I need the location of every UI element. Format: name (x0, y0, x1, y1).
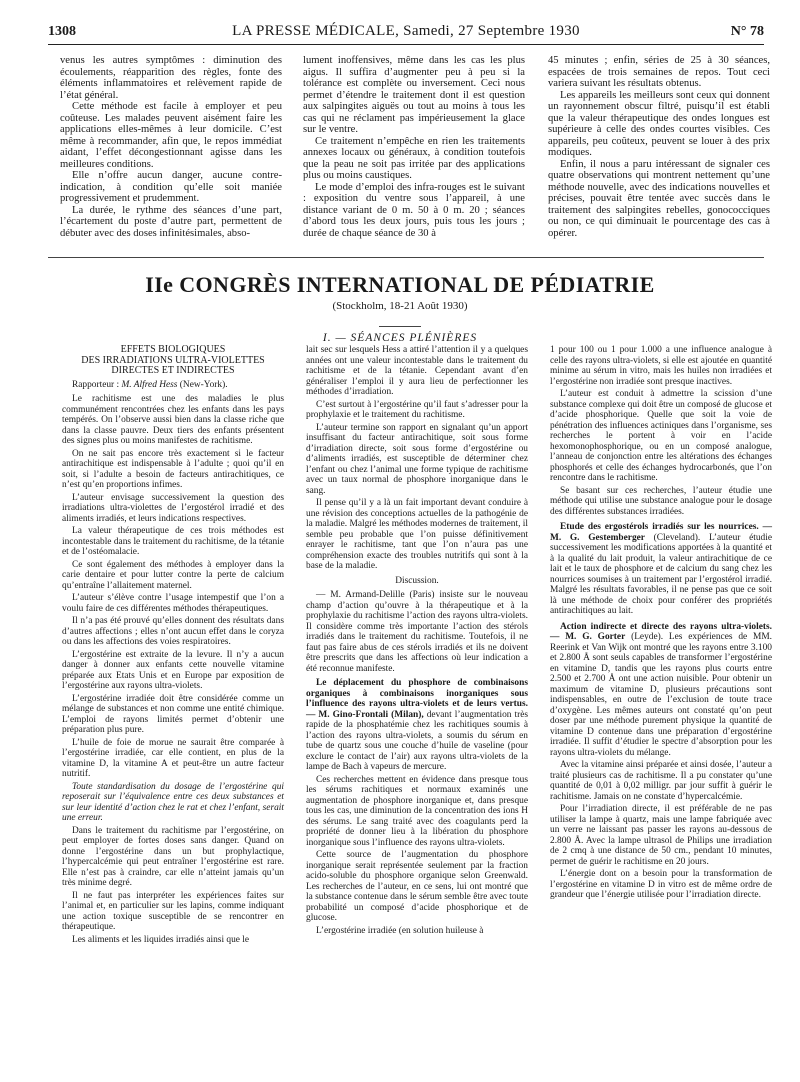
paragraph: C’est surtout à l’ergostérine qu’il faut s’adresser pour la prophylaxie et le traitement du rachitisme. (306, 399, 528, 420)
paragraph (550, 522, 772, 617)
paragraph-text: devant l’augmentation très rapide de la phosphatémie chez les rachitiques soumis à l’action des rayons ultra-violets, a soumis du sérum en tube de quartz sous une couche d’huile de vaseline (pour exclure le contact de l’air) aux rayons ultra-violets de la lampe de Bach à vapeurs de mercure. (306, 709, 529, 772)
paragraph: Les aliments et les liquides irradiés ainsi que le (72, 934, 250, 945)
top-column-1 (60, 55, 282, 239)
paragraph: L’énergie dont on a besoin pour la transformation de l’ergostérine en vitamine D in vitro est de même ordre de grandeur que l’énergie utilisée pour l’irradiation directe. (550, 869, 772, 900)
page-number: 1308 (48, 24, 76, 39)
paragraph: Il ne faut pas interpréter les expériences faites sur l’animal et, en particulier sur les lapins, comme indiquant une action toxique susceptible de se rencontrer en thérapeutique. (62, 890, 284, 932)
paragraph: L’auteur s’élève contre l’usage intempestif que l’on a voulu faire de ces différentes méthodes thérapeutiques. (62, 593, 284, 614)
paragraph: Elle n’offre aucun danger, aucune contre-indication, à condition qu’elle soit maniée progressivement et prudemment. (60, 170, 282, 204)
issue-number: N° 78 (730, 24, 764, 39)
paragraph (550, 622, 772, 759)
paragraph: Ce traitement n’empêche en rien les traitements annexes locaux ou généraux, à condition toutefois que la peau ne soit pas irritée par des applications plus ou moins caustiques. (303, 135, 525, 181)
paragraph: On ne sait pas encore très exactement si le facteur antirachitique est indispensable à l’adulte ; quoi qu’il en soit, si l’adulte a besoin de facteurs antirachitiques, ce n’est qu’en proportions infimes. (62, 448, 284, 490)
journal-title: LA PRESSE MÉDICALE, Samedi, 27 Septembre 1930 (232, 23, 580, 39)
paragraph: venus les autres symptômes : diminution des écoulements, réapparition des règles, fonte des éléments inflammatoires et relèvement rapide de l’état général. (60, 55, 282, 101)
page-header (48, 22, 764, 45)
subsection-heading: Action indirecte et directe des rayons ultra-violets. — M. G. Gorter (550, 621, 772, 642)
paragraph: Les appareils les meilleurs sont ceux qui donnent un rayonnement obscur filtré, puisqu’il est établi que la valeur thérapeutique des ondes longues est supérieure à celle des ondes courtes visibles. Ces appareils, peu coûteux, peuvent se louer à des prix modiques. (548, 89, 770, 158)
paragraph: lument inoffensives, même dans les cas les plus aigus. Il suffira d’augmenter peu à peu si la tolérance est complète ou inversement. Ceci nous permet d’étendre le traitement dont il est question aux salpingites aiguës ou tout au moins à tous les cas qui ne réclament pas impérieusement la glace sur le ventre. (303, 55, 525, 135)
body-column-2 (306, 345, 528, 938)
paragraph: — M. Armand-Delille (Paris) insiste sur le nouveau champ d’action qu’ouvre à la thérapeutique et à la prophylaxie du rachitisme l’action des rayons ultra-violets. Il considère comme très importante l’action des stérols irradiés dans le traitement du rachitisme. Toutefois, il ne faut pas faire abus de ces stérols irradiés et ils ne doivent être prescrits que dans les affections où leur indication a été reconnue manifeste. (306, 590, 528, 674)
report-heading-3: DIRECTES ET INDIRECTES (111, 365, 235, 376)
rapporteur-place: (New-York). (179, 379, 228, 390)
paragraph: Dans le traitement du rachitisme par l’ergostérine, on peut employer de fortes doses sans danger. Quand on donne l’ergostérine dans un but prophylactique, l’hypercalcémie qui peut entraîner l’ergostérine est rare. Elle n’est pas à craindre, car elle n’atteint jamais qu’un très minime degré. (62, 825, 284, 888)
body-column-3 (550, 345, 772, 903)
paragraph: Enfin, il nous a paru intéressant de signaler ces quatre observations qui montrent nettement qu’une méthode nouvelle, avec des indications nouvelles et précises, pouvait être tentée avec succès dans le traitement des salpingites rebelles, gonococciques ou non, ce qui diminuait le pourcentage des cas à opérer. (548, 158, 770, 239)
paragraph: Cette méthode est facile à employer et peu coûteuse. Les malades peuvent aisément faire les applications elles-mêmes à leur domicile. C’est même à recommander, afin que, le repos immédiat aidant, l’effet décongestionnant agisse dans les meilleures conditions. (60, 101, 282, 170)
subsection-heading: Etude des ergostérols irradiés sur les nourrices. — M. G. Gestemberger (550, 522, 772, 543)
paragraph: Ce sont également des méthodes à employer dans la carie dentaire et pour lutter contre la perte de calcium qu’entraîne l’allaitement maternel. (62, 559, 284, 591)
paragraph: Pour l’irradiation directe, il est préférable de ne pas utiliser la lampe à quartz, mais une lampe fabriquée avec un verre ne laissant pas passer les rayons au-dessous de 2.800 Å. Avec la lampe ultrasol de Philips une irradiation de 2 cmq à une distance de 50 cm., pendant 10 minutes, permet de guérir le rachitisme en 20 jours. (550, 804, 772, 867)
rapporteur-name: M. Alfred Hess (121, 379, 178, 390)
paragraph: Le rachitisme est une des maladies le plus communément rencontrées chez les enfants dans les pays tempérés. On l’observe aussi bien dans la classe riche que dans la classe pauvre. Deux tiers des enfants présentent des signes plus ou moins manifestes de rachitisme. (62, 394, 284, 446)
paragraph: 45 minutes ; enfin, séries de 25 à 30 séances, espacées de trois semaines de repos. Tout ceci variera suivant les résultats obtenus. (548, 55, 770, 89)
paragraph: Le mode d’emploi des infra-rouges est le suivant : exposition du ventre sous l’appareil, à une distance variant de 0 m. 50 à 0 m. 20 ; séances d’abord tous les deux jours, puis tous les jours ; durée de chaque séance de 30 à (303, 181, 525, 239)
paragraph: L’ergostérine est extraite de la levure. Il n’y a aucun danger à donner aux enfants cette nouvelle vitamine préparée aux Etats Unis et en Europe par exposition de l’ergostérine aux rayons ultra-violets. (62, 649, 284, 691)
paragraph-text: (Leyde). Les expériences de MM. Reerink et Van Wijk ont montré que les rayons entre 3.100 et 2.800 Å sont seuls capables de transformer l’ergostérine en vitamine D, tandis que les rayons plus courts entre 2.500 et 2.700 Å ont une action nuisible. Pour obtenir un maximum de vitamine D, plusieurs précautions sont indispensables, en outre de l’exclusion de toute trace d’oxygène. Les mêmes auteurs ont constaté qu’on peut doser par une méthode purement physique la quantité de vitamine D contenue dans une préparation d’ergostérine irradiée. Il suffit d’étudier le spectre d’absorption pour les rayons ultra-violets du mélange. (550, 632, 773, 758)
paragraph: L’huile de foie de morue ne saurait être comparée à l’ergostérine irradiée, car elle contient, en plus de la vitamine D, la vitamine A et peut-être un autre facteur nutritif. (62, 737, 284, 779)
report-heading-2: DES IRRADIATIONS ULTRA-VIOLETTES (81, 354, 265, 366)
congress-body (62, 345, 777, 1080)
paragraph: Il n’a pas été prouvé qu’elles donnent des résultats dans d’autres affections ; elles n’ont aucun effet dans le coryza ou dans les affections des voies respiratoires. (62, 616, 284, 647)
section-divider (48, 257, 764, 258)
paragraph: L’auteur termine son rapport en signalant qu’un apport insuffisant du facteur antirachitique, soit sous forme d’irradiation directe, soit sous forme d’ergostérine ou d’aliments irradiés, est susceptible de déterminer chez l’enfant ou chez l’animal une forme typique de rachitisme avec un taux normal de phosphore inorganique dans le sang. (306, 422, 528, 496)
subsection-heading: Le déplacement du phosphore de combinaisons organiques à combinaisons inorganiques sous l’influence des rayons ultra-violets et de leurs vertus. — M. Gino-Frontali (Milan), (306, 678, 528, 720)
paragraph: La valeur thérapeutique de ces trois méthodes est incontestable dans le traitement du rachitisme, de la tétanie et de l’ostéomalacie. (62, 526, 284, 557)
paragraph: L’auteur envisage successivement la question des irradiations ultra-violettes de l’ergostérol irradié et des aliments irradiés, et leurs indications respectives. (62, 492, 284, 524)
rapporteur-line (62, 380, 284, 391)
rapporteur-label: Rapporteur : (72, 379, 120, 390)
paragraph: L’ergostérine irradiée doit être considérée comme un mélange de substances et non comme une entité chimique. L’emploi de rayons limités permet d’obtenir une préparation plus pure. (62, 693, 284, 735)
paragraph: L’auteur est conduit à admettre la scission d’une substance complexe qui doit être un composé de glucose et d’acide phosphorique. Quelle que soit la voie de pénétration des influences actiniques dans l’organisme, ses recherches le portent à voir en l’acide hexomonophosphorique, ou en un composé analogue, l’anneau de conjonction entre les altérations des échanges phosphorés et celle des échanges hydrocarbonés, que l’on rencontre dans le rachitisme. (550, 389, 772, 483)
body-column-1 (62, 345, 284, 947)
paragraph: 1 pour 100 ou 1 pour 1.000 a une influence analogue à celle des rayons ultra-violets, si elle est ajoutée en quantité minime au sérum in vitro, mais les huiles non irradiées et l’ergostérine non irradiée sont presque inactives. (550, 345, 772, 387)
report-heading-1: EFFETS BIOLOGIQUES (120, 344, 226, 355)
congress-title: IIe CONGRÈS INTERNATIONAL DE PÉDIATRIE (145, 272, 655, 297)
subtitle-divider (379, 326, 421, 327)
congress-subtitle: (Stockholm, 18-21 Août 1930) (332, 300, 468, 312)
paragraph: L’ergostérine irradiée (en solution huileuse à (316, 925, 484, 936)
top-column-3 (548, 55, 770, 239)
paragraph: Cette source de l’augmentation du phosphore inorganique serait représentée seulement par la fraction acido-soluble du phosphore organique selon Greenwald. Les recherches de l’auteur, en ce sens, lui ont montré que la substance contenue dans le sérum semble être avec toute probabilité un composé d’acide phosphorique et de glucose. (306, 850, 528, 923)
paragraph: Avec la vitamine ainsi préparée et ainsi dosée, l’auteur a traité plusieurs cas de rachitisme. Il a pu constater qu’une quantité de 0,01 à 0,02 milligr. par jour suffit à guérir le rachitisme. Jamais on ne constate d’hypercalcémie. (550, 760, 772, 802)
paragraph: lait sec sur lesquels Hess a attiré l’attention il y a quelques années ont une valeur incontestable dans le traitement du rachitisme et de la tétanie. Cependant avant d’en généraliser l’emploi il y aura lieu de perfectionner les méthodes d’irradiation. (306, 345, 528, 397)
top-article-continuation (60, 55, 770, 247)
top-column-2 (303, 55, 525, 239)
paragraph: Se basant sur ces recherches, l’auteur étudie une méthode qui utilise une substance analogue pour le dosage des différentes substances irradiées. (550, 485, 772, 517)
paragraph: La durée, le rythme des séances d’une part, l’écartement du poste d’autre part, permettent de débuter avec des doses infinitésimales, abso- (60, 204, 282, 239)
paragraph: Toute standardisation du dosage de l’ergostérine qui reposerait sur l’équivalence entre ces deux substances et sur leur identité d’action chez le rat et chez l’enfant, serait une erreur. (62, 781, 284, 823)
paragraph: Il pense qu’il y a là un fait important devant conduire à une révision des conceptions actuelles de la pathogénie de la maladie. Malgré les méthodes modernes de traitement, il semble peu probable que l’on puisse définitivement enrayer le rachitisme, tant que l’on n’aura pas une compréhension exacte des troubles nutritifs qui sont à la base de la maladie. (306, 498, 528, 571)
paragraph-text: (Cleveland). L’auteur étudie successivement les modifications apportées à la quantité et à la qualité du lait produit, la valeur antirachitique de ce lait et le taux de phosphore et de calcium du sang chez les nourrices soumises à un traitement par l’ergostérol irradié. Malgré les résultats favorables, il ne pense pas que ce soit là une méthode de choix pour conférer des propriétés antirachitiques au lait. (550, 532, 772, 616)
section-heading: I. — SÉANCES PLÉNIÈRES (322, 332, 478, 344)
paragraph: Ces recherches mettent en évidence dans presque tous les sérums rachitiques et normaux examinés une augmentation de phosphore inorganique et, dans presque tous les cas, une diminution de la concentration des ions H des sérums. Le sang traité avec des coagulants perd la propriété de donner lieu à la libération du phosphore inorganique sous l’influence des rayons ultra-violets. (306, 774, 528, 848)
paragraph (306, 678, 528, 773)
discussion-label: Discussion. (395, 575, 439, 586)
